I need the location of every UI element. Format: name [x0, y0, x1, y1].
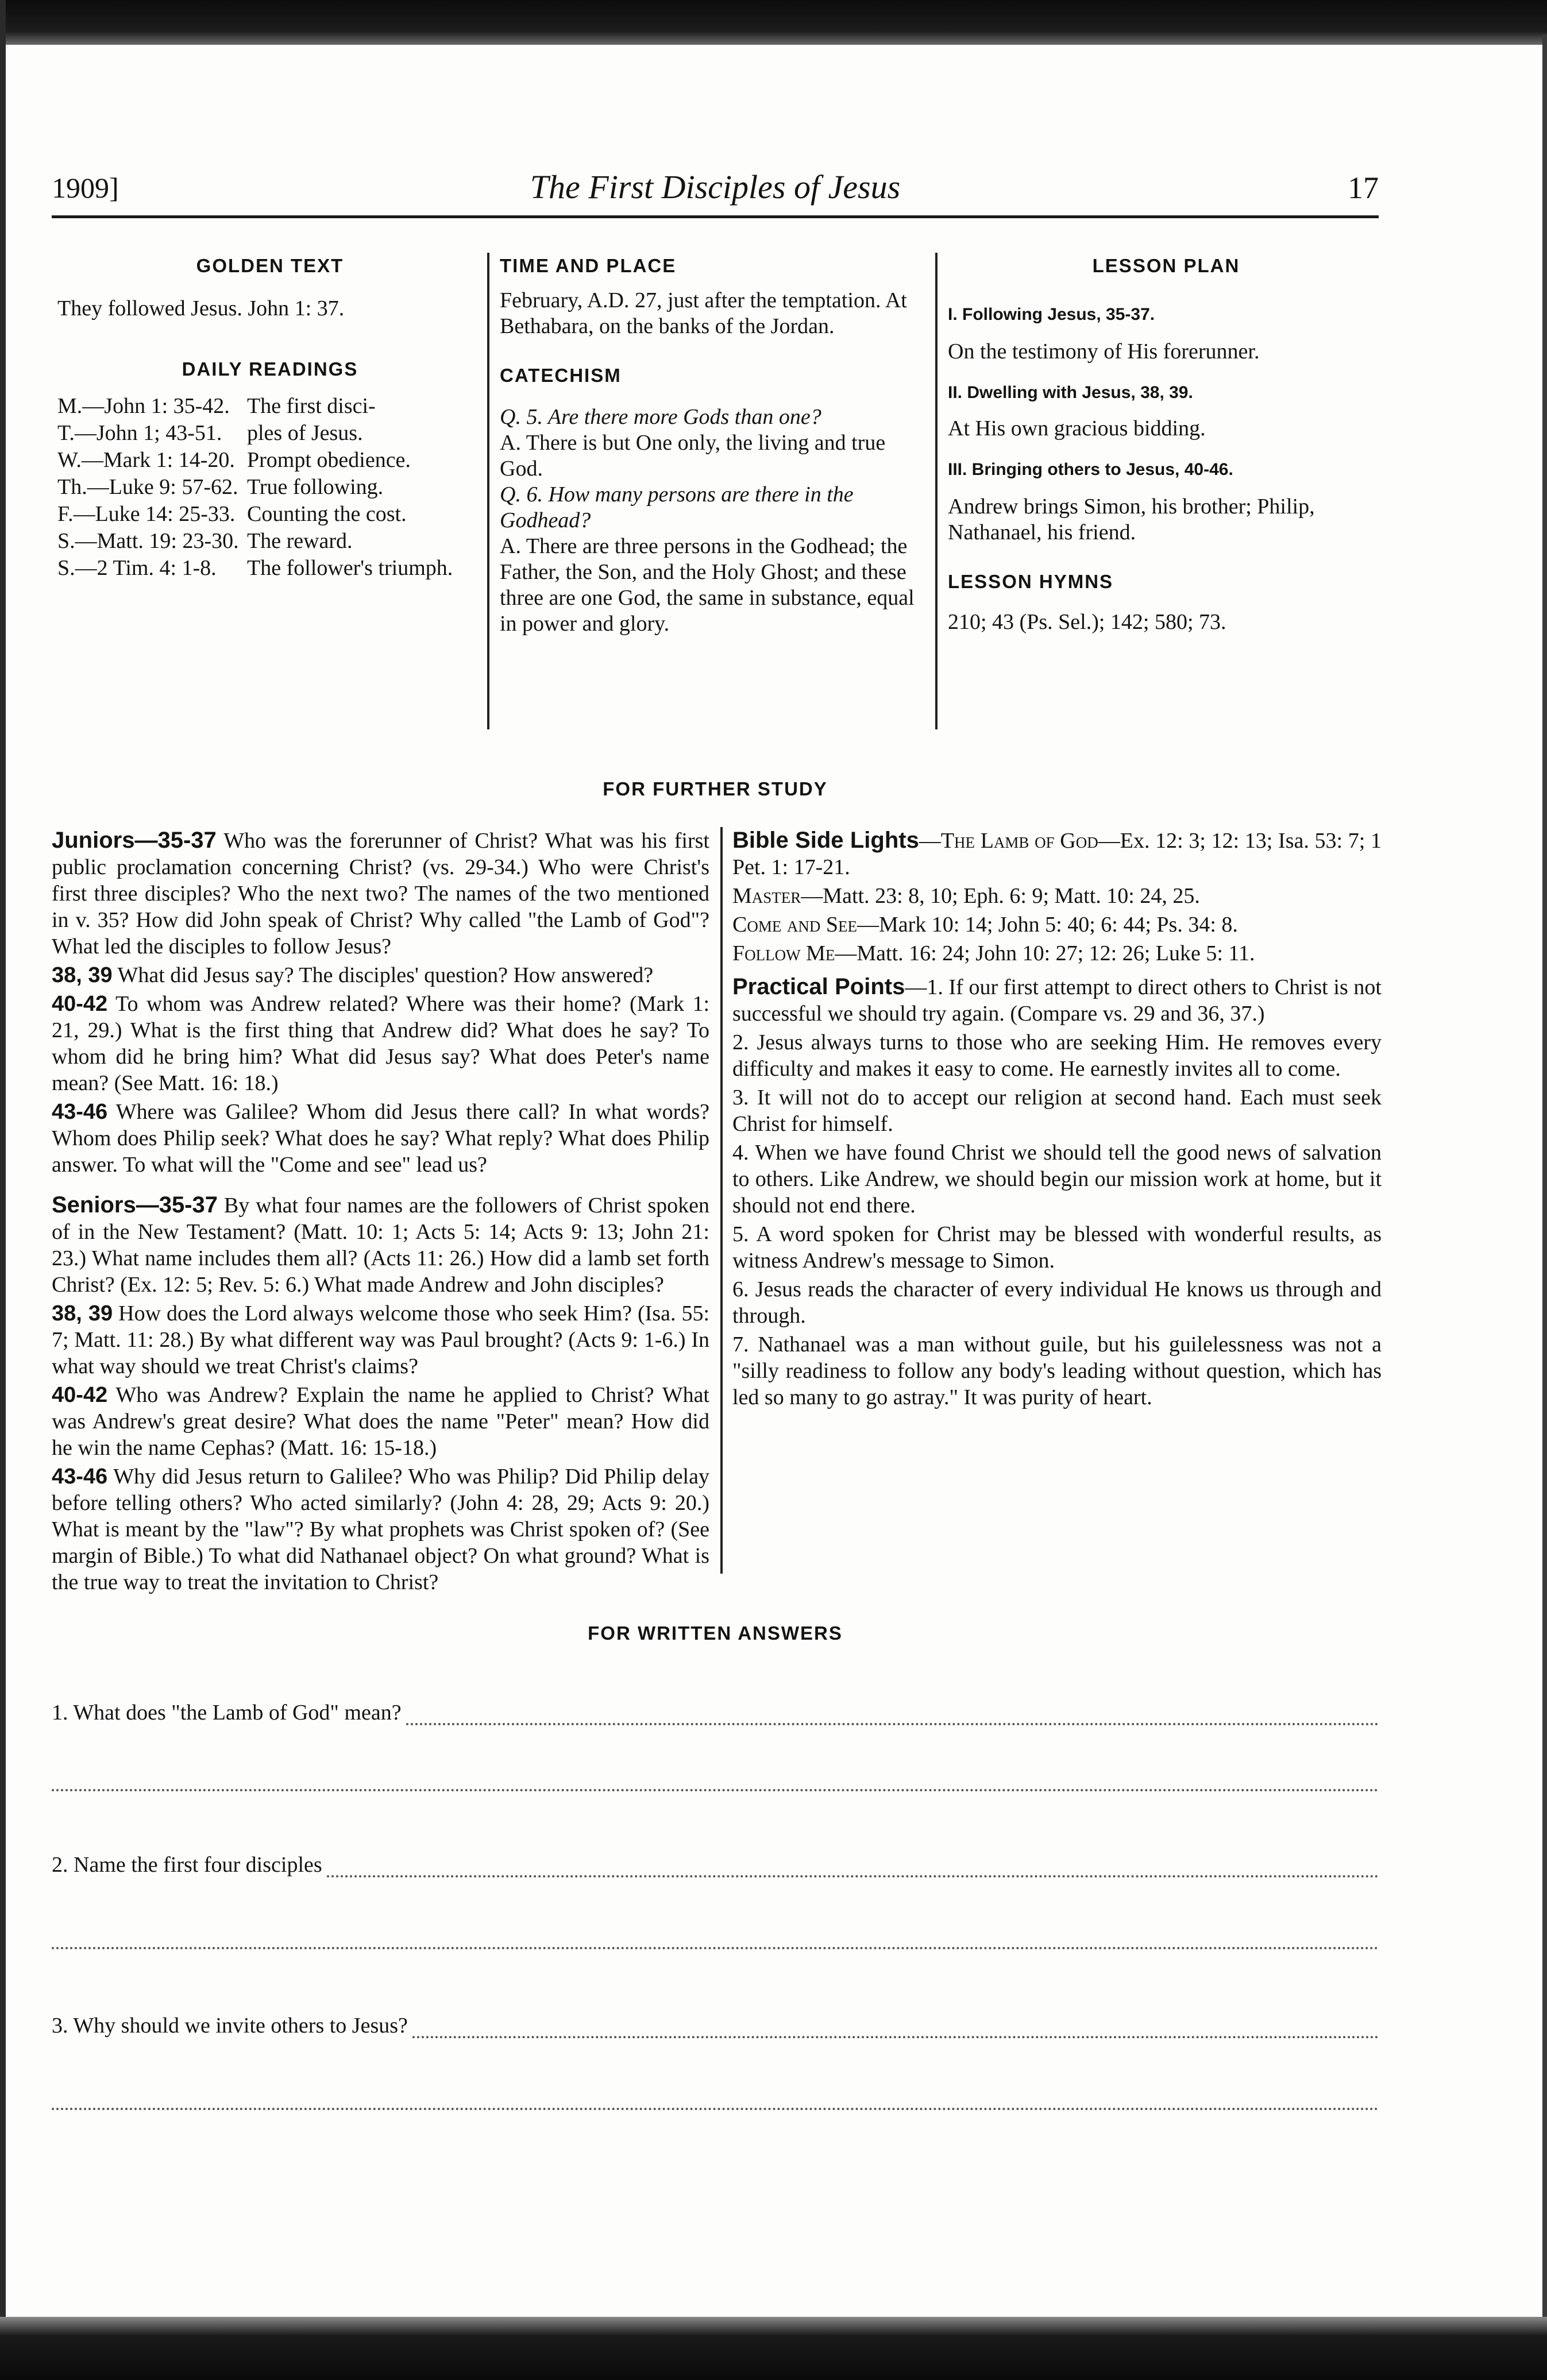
reading-desc: True following.	[247, 475, 384, 499]
side-light-title: The Lamb of God	[940, 829, 1098, 853]
question-1-text: 1. What does "the Lamb of God" mean?	[52, 1701, 402, 1725]
reading-desc: The first disci-	[247, 394, 376, 418]
reading-desc: The reward.	[247, 529, 353, 553]
time-place-heading: TIME AND PLACE	[500, 255, 677, 276]
side-light-title: Come and See	[732, 913, 857, 937]
catechism-heading: CATECHISM	[500, 365, 622, 386]
practical-point: 6. Jesus reads the character of every individual He knows us through and through.	[732, 1277, 1382, 1328]
lesson-plan-column	[948, 253, 1384, 635]
juniors-paragraph	[52, 962, 709, 988]
scan-bottom-edge	[0, 2317, 1547, 2380]
catechism-q6: Q. 6. How many persons are there in the Godhead?	[500, 482, 854, 532]
plan-point-3-heading: III. Bringing others to Jesus, 40-46.	[948, 460, 1233, 479]
seniors-paragraph	[52, 1382, 709, 1461]
reading-desc: Prompt obedience.	[247, 448, 411, 472]
reading-ref: W.—Mark 1: 14-20.	[57, 448, 235, 472]
question-3-text: 3. Why should we invite others to Jesus?	[52, 2014, 408, 2038]
seniors-paragraph	[52, 1463, 709, 1595]
verse-range: 43-46	[52, 1465, 108, 1489]
written-answers-heading: FOR WRITTEN ANSWERS	[588, 1622, 843, 1644]
lesson-hymns-body: 210; 43 (Ps. Sel.); 142; 580; 73.	[948, 610, 1226, 634]
time-catechism-column	[500, 253, 925, 637]
further-study-left-column	[52, 827, 709, 1598]
practical-point: 3. It will not do to accept our religion at second hand. Each must seek Christ for himself.	[732, 1085, 1382, 1136]
plan-point-2-text: At His own gracious bidding.	[948, 416, 1206, 441]
juniors-text: To whom was Andrew related? Where was their home? (Mark 1: 21, 29.) What is the first thing that Andrew did? What does he say? To whom did he bring him? What did Jesus say? What does Peter's name mean? (See Matt. 16: 18.)	[52, 992, 709, 1095]
practical-point: Practical Points—1. If our first attempt to direct others to Christ is not successful we should try again. (Compare vs. 29 and 36, 37.)	[732, 974, 1382, 1026]
juniors-text: What did Jesus say? The disciples' question? How answered?	[117, 963, 654, 987]
page-header	[52, 168, 1379, 208]
plan-point-1-heading: I. Following Jesus, 35-37.	[948, 305, 1155, 324]
side-light-refs: Ex. 12: 3; 12: 13; Isa. 53: 7; 1 Pet. 1: 17-21.	[732, 829, 1382, 879]
further-study-right-column	[732, 827, 1382, 1413]
bible-side-lights-label: Bible Side Lights	[732, 828, 919, 853]
catechism-a5: A. There is but One only, the living and true God.	[500, 431, 886, 481]
daily-readings-heading: DAILY READINGS	[182, 358, 358, 380]
scan-right-edge	[1542, 34, 1547, 2380]
plan-point-2-heading: II. Dwelling with Jesus, 38, 39.	[948, 383, 1193, 402]
verse-range: 43-46	[52, 1100, 108, 1124]
juniors-text: Where was Galilee? Whom did Jesus there call? In what words? Whom does Philip seek? What does he say? What reply? What does Philip answer. To what will the "Come and see" lead us?	[52, 1100, 709, 1177]
column-divider	[935, 253, 938, 729]
answer-line[interactable]	[412, 2019, 1379, 2038]
answer-line-continuation[interactable]	[52, 1772, 1379, 1791]
plan-point-1-text: On the testimony of His forerunner.	[948, 339, 1260, 364]
reading-ref: F.—Luke 14: 25-33.	[57, 502, 236, 526]
time-place-body: February, A.D. 27, just after the temptation. At Bethabara, on the banks of the Jordan.	[500, 288, 907, 338]
seniors-text: By what four names are the followers of Christ spoken of in the New Testament? (Matt. 10: 1; Acts 5: 14; Acts 9: 13; John 21: 23.) What name includes them all? (Acts 11: 26.) How did a lamb set forth Christ? (Ex. 12: 5; Rev. 5: 6.) What made Andrew and John disciples?	[52, 1193, 709, 1297]
verse-range: 38, 39	[52, 963, 113, 987]
reading-desc: ples of Jesus.	[247, 421, 363, 445]
side-light-refs: Mark 10: 14; John 5: 40; 6: 44; Ps. 34: 8.	[878, 913, 1238, 937]
further-study-heading: FOR FURTHER STUDY	[603, 778, 828, 799]
daily-readings-list	[57, 393, 483, 582]
header-year: 1909]	[52, 172, 119, 204]
seniors-text: Who was Andrew? Explain the name he applied to Christ? What was Andrew's great desire? What does the name "Peter" mean? How did he win the name Cephas? (Matt. 16: 15-18.)	[52, 1383, 709, 1460]
reading-ref: S.—2 Tim. 4: 1-8.	[57, 556, 217, 580]
verse-range: 40-42	[52, 992, 108, 1016]
juniors-paragraph	[52, 1099, 709, 1178]
side-light-title: Master	[732, 884, 801, 908]
catechism-q5: Q. 5. Are there more Gods than one?	[500, 405, 821, 429]
side-light-refs: Matt. 16: 24; John 10: 27; 12: 26; Luke 5: 11.	[857, 941, 1255, 965]
answer-line-continuation[interactable]	[52, 1930, 1379, 1949]
lesson-hymns-heading: LESSON HYMNS	[948, 571, 1114, 592]
answer-line-continuation[interactable]	[52, 2091, 1379, 2110]
answer-line[interactable]	[327, 1858, 1379, 1877]
side-light-refs: Matt. 23: 8, 10; Eph. 6: 9; Matt. 10: 24, 25.	[823, 884, 1200, 908]
bible-side-lights: Bible Side Lights—The Lamb of God—Ex. 12: 3; 12: 13; Isa. 53: 7; 1 Pet. 1: 17-21.	[732, 828, 1382, 879]
side-light: Follow Me—Matt. 16: 24; John 10: 27; 12: 26; Luke 5: 11.	[732, 941, 1255, 965]
golden-text-body: They followed Jesus. John 1: 37.	[57, 296, 345, 320]
lesson-plan-heading: LESSON PLAN	[1092, 255, 1240, 276]
reading-ref: M.—John 1: 35-42.	[57, 394, 230, 418]
golden-text-heading: GOLDEN TEXT	[196, 255, 344, 276]
page-title: The First Disciples of Jesus	[530, 168, 901, 206]
practical-point: 7. Nathanael was a man without guile, but his guilelessness was not a "silly readiness to follow any body's leading without question, which has led so many to go astray." It was purity of heart.	[732, 1332, 1382, 1409]
seniors-text: Why did Jesus return to Galilee? Who was Philip? Did Philip delay before telling others? Who acted similarly? (John 4: 28, 29; Acts 9: 20.) What is meant by the "law"? By what prophets was Christ spoken of? (See margin of Bible.) To what did Nathanael object? On what ground? What is the true way to treat the invitation to Christ?	[52, 1465, 709, 1594]
reading-ref: Th.—Luke 9: 57-62.	[57, 475, 238, 499]
practical-point: 2. Jesus always turns to those who are seeking Him. He removes every difficulty and makes it easy to come. He earnestly invites all to come.	[732, 1030, 1382, 1081]
question-2-text: 2. Name the first four disciples	[52, 1853, 322, 1877]
column-divider	[720, 827, 723, 1574]
side-light: Master—Matt. 23: 8, 10; Eph. 6: 9; Matt. 10: 24, 25.	[732, 884, 1200, 908]
juniors-text: Who was the forerunner of Christ? What was his first public proclamation concerning Christ? (vs. 29-34.) Who were Christ's first three disciples? Who the next two? The names of the two mentioned in v. 35? How did John speak of Christ? Why called "the Lamb of God"? What led the disciples to follow Jesus?	[52, 829, 709, 959]
verse-range: 38, 39	[52, 1301, 113, 1326]
scan-left-edge	[0, 0, 6, 2380]
practical-point: 4. When we have found Christ we should tell the good news of salvation to others. Like Andrew, we should begin our mission work at home, but it should not end there.	[732, 1141, 1382, 1218]
practical-point-text: 1. If our first attempt to direct others to Christ is not successful we should try again. (Compare vs. 29 and 36, 37.)	[732, 975, 1382, 1026]
juniors-paragraph	[52, 991, 709, 1096]
golden-text-column	[57, 253, 483, 582]
side-light: Come and See—Mark 10: 14; John 5: 40; 6: 44; Ps. 34: 8.	[732, 913, 1238, 937]
question-2	[52, 1852, 1379, 1877]
juniors-label: Juniors—35-37	[52, 828, 217, 853]
plan-point-3-text: Andrew brings Simon, his brother; Philip, Nathanael, his friend.	[948, 494, 1315, 544]
page-number: 17	[1348, 171, 1379, 205]
verse-range: 40-42	[52, 1383, 108, 1407]
reading-ref: T.—John 1; 43-51.	[57, 421, 222, 445]
catechism-a6: A. There are three persons in the Godhead; the Father, the Son, and the Holy Ghost; and these three are one God, the same in substance, equal in power and glory.	[500, 534, 915, 636]
question-3	[52, 2013, 1379, 2038]
seniors-text: How does the Lord always welcome those who seek Him? (Isa. 55: 7; Matt. 11: 28.) By what different way was Paul brought? (Acts 9: 1-6.) In what way should we treat Christ's claims?	[52, 1301, 710, 1378]
answer-line[interactable]	[406, 1706, 1379, 1725]
practical-point: 5. A word spoken for Christ may be blessed with wonderful results, as witness Andrew's message to Simon.	[732, 1222, 1382, 1273]
scan-top-edge	[0, 0, 1547, 45]
reading-desc: Counting the cost.	[247, 502, 407, 526]
side-light-title: Follow Me	[732, 941, 835, 965]
header-rule	[52, 215, 1379, 218]
seniors-paragraph	[52, 1300, 709, 1380]
juniors-paragraph	[52, 827, 709, 960]
practical-points-label: Practical Points	[732, 974, 905, 999]
question-1	[52, 1700, 1379, 1725]
column-divider	[487, 253, 489, 729]
seniors-label: Seniors—35-37	[52, 1192, 218, 1218]
reading-ref: S.—Matt. 19: 23-30.	[57, 529, 239, 553]
seniors-paragraph	[52, 1192, 709, 1298]
reading-desc: The follower's triumph.	[247, 556, 453, 580]
